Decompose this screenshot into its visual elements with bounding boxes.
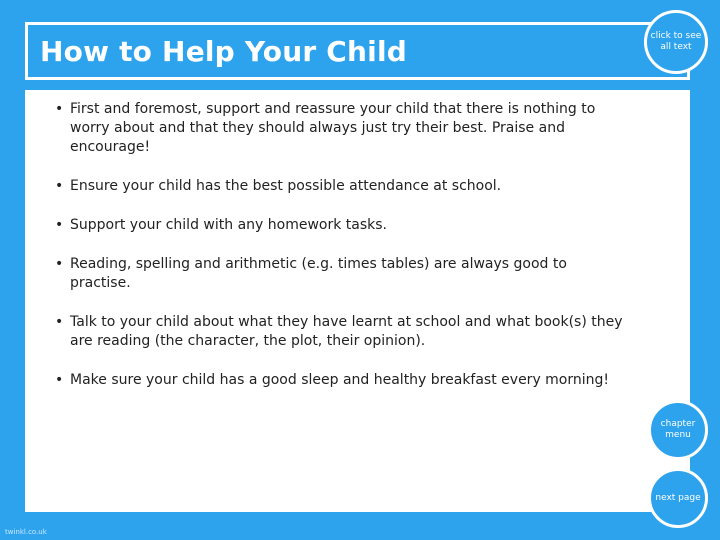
- bullet-dot: •: [55, 372, 64, 388]
- bullet-dot: •: [55, 314, 64, 330]
- bullet-list: [55, 100, 625, 410]
- bullet-item: [55, 100, 625, 157]
- content-panel: [25, 90, 690, 512]
- bullet-dot: •: [55, 178, 64, 194]
- next-page-label: next page: [655, 492, 701, 503]
- slide-title: How to Help Your Child: [40, 34, 408, 68]
- bullet-text: Talk to your child about what they have learnt at school and what book(s) they are reading (the character, the plot, their opinion).: [70, 314, 623, 349]
- bullet-item: [55, 216, 625, 235]
- title-box: [25, 22, 690, 80]
- bullet-dot: •: [55, 256, 64, 272]
- bullet-text: Make sure your child has a good sleep and healthy breakfast every morning!: [70, 372, 610, 388]
- bullet-item: [55, 177, 625, 196]
- bullet-text: Support your child with any homework tasks.: [70, 217, 387, 233]
- reveal-text-label: click to see all text: [650, 31, 702, 52]
- brand-watermark: twinkl.co.uk: [5, 528, 47, 536]
- chapter-menu-label: chapter menu: [660, 419, 696, 440]
- bullet-item: [55, 255, 625, 293]
- next-page-button[interactable]: [648, 468, 708, 528]
- bullet-dot: •: [55, 217, 64, 233]
- bullet-text: Reading, spelling and arithmetic (e.g. times tables) are always good to practise.: [70, 256, 567, 291]
- bullet-item: [55, 371, 625, 390]
- bullet-item: [55, 313, 625, 351]
- chapter-menu-button[interactable]: [648, 400, 708, 460]
- reveal-text-button[interactable]: [644, 10, 708, 74]
- bullet-dot: •: [55, 101, 64, 117]
- bullet-text: Ensure your child has the best possible attendance at school.: [70, 178, 502, 194]
- bullet-text: First and foremost, support and reassure your child that there is nothing to worry about and that they should always just try their best. Praise and encourage!: [70, 101, 596, 155]
